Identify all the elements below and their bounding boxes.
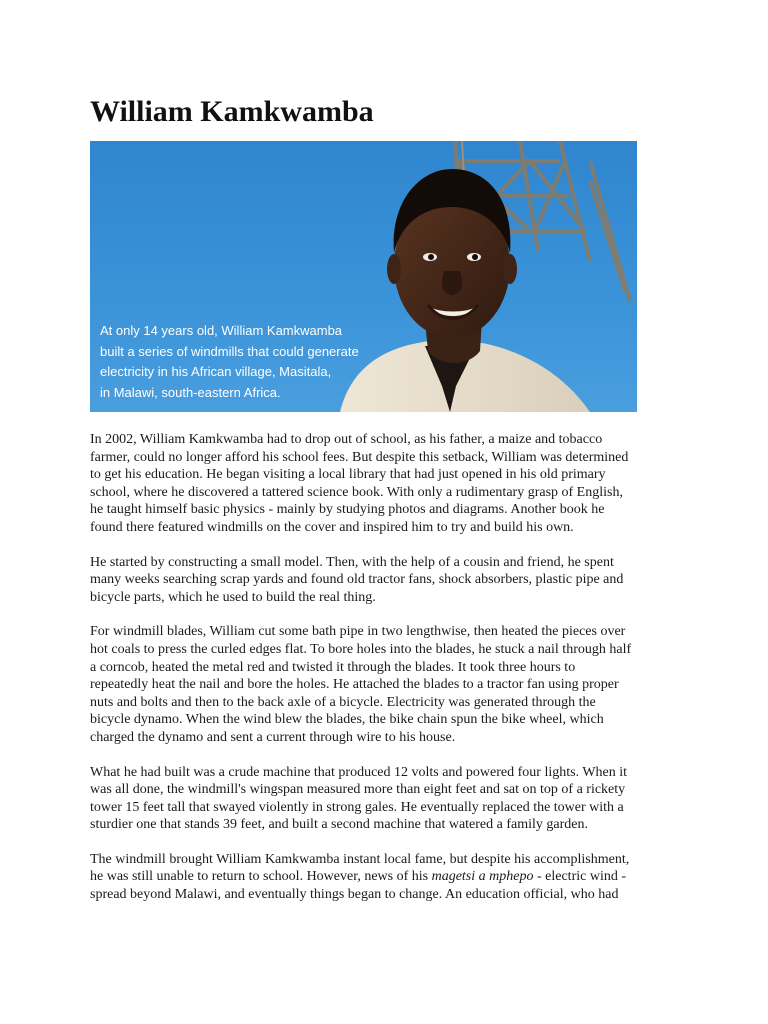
text-line: What he had built was a crude machine that produced 12 volts and powered four lights. When it <box>90 764 628 780</box>
text-line: he taught himself basic physics - mainly by studying photos and diagrams. Another book he <box>90 502 605 518</box>
text-line: He started by constructing a small model. Then, with the help of a cousin and friend, he spent <box>90 554 614 570</box>
text-line: nuts and bolts and then to the back axle of a bicycle. Electricity was generated through the <box>90 694 596 710</box>
portrait-photo <box>90 141 637 412</box>
caption-line: At only 14 years old, William Kamkwamba <box>100 323 343 338</box>
text-line: many weeks searching scrap yards and found old tractor fans, shock absorbers, plastic pipe and <box>90 572 624 588</box>
article-body <box>90 431 680 921</box>
text-line: spread beyond Malawi, and eventually things began to change. An education official, who had <box>90 887 619 903</box>
text-line: For windmill blades, William cut some bath pipe in two lengthwise, then heated the pieces over <box>90 624 626 640</box>
caption-line: in Malawi, south-eastern Africa. <box>100 384 281 400</box>
text-line: a corncob, heated the metal red and twisted it through the blades. It took three hours to <box>90 659 576 675</box>
text-line: was all done, the windmill's wingspan measured more than eight feet and sat on top of a rickety <box>90 782 626 798</box>
text-line: school, where he discovered a tattered science book. With only a rudimentary grasp of English, <box>90 484 623 500</box>
text-line: sturdier one that stands 39 feet, and built a second machine that watered a family garden. <box>90 817 588 833</box>
text-line: charged the dynamo and sent a current through wire to his house. <box>90 729 456 745</box>
photo-caption <box>100 321 430 403</box>
text-line-lead: he was still unable to return to school. However, news of his <box>90 869 432 885</box>
paragraph <box>90 554 680 607</box>
text-line: farmer, could no longer afford his school fees. But despite this setback, William was determined <box>90 449 629 465</box>
text-line: In 2002, William Kamkwamba had to drop out of school, as his father, a maize and tobacco <box>90 432 603 447</box>
caption-line: built a series of windmills that could generate <box>100 343 359 359</box>
paragraph <box>90 851 680 904</box>
text-line: repeatedly heat the nail and bore the holes. He attached the blades to a tractor fan using proper <box>90 677 619 693</box>
italic-term: magetsi a mphepo <box>431 869 534 885</box>
text-line: bicycle dynamo. When the wind blew the blades, the bike chain spun the bike wheel, which <box>90 712 604 728</box>
page-title: William Kamkwamba <box>90 95 374 128</box>
text-line <box>90 868 680 886</box>
text-line-tail: - electric wind - <box>533 869 626 885</box>
text-line: bicycle parts, which he used to build the real thing. <box>90 589 376 605</box>
paragraph <box>90 431 680 537</box>
text-line: The windmill brought William Kamkwamba instant local fame, but despite his accomplishment, <box>90 851 630 867</box>
text-line: hot coals to press the curled edges flat. To bore holes into the blades, he stuck a nail through half <box>90 641 632 657</box>
text-line: found there featured windmills on the cover and inspired him to try and build his own. <box>90 519 574 535</box>
text-line: to get his education. He began visiting a local library that had just opened in his old primary <box>90 467 606 483</box>
caption-line: electricity in his African village, Masitala, <box>100 364 332 379</box>
text-line: tower 15 feet tall that swayed violently in strong gales. He eventually replaced the tower with a <box>90 799 624 815</box>
paragraph <box>90 623 680 746</box>
paragraph <box>90 764 680 834</box>
